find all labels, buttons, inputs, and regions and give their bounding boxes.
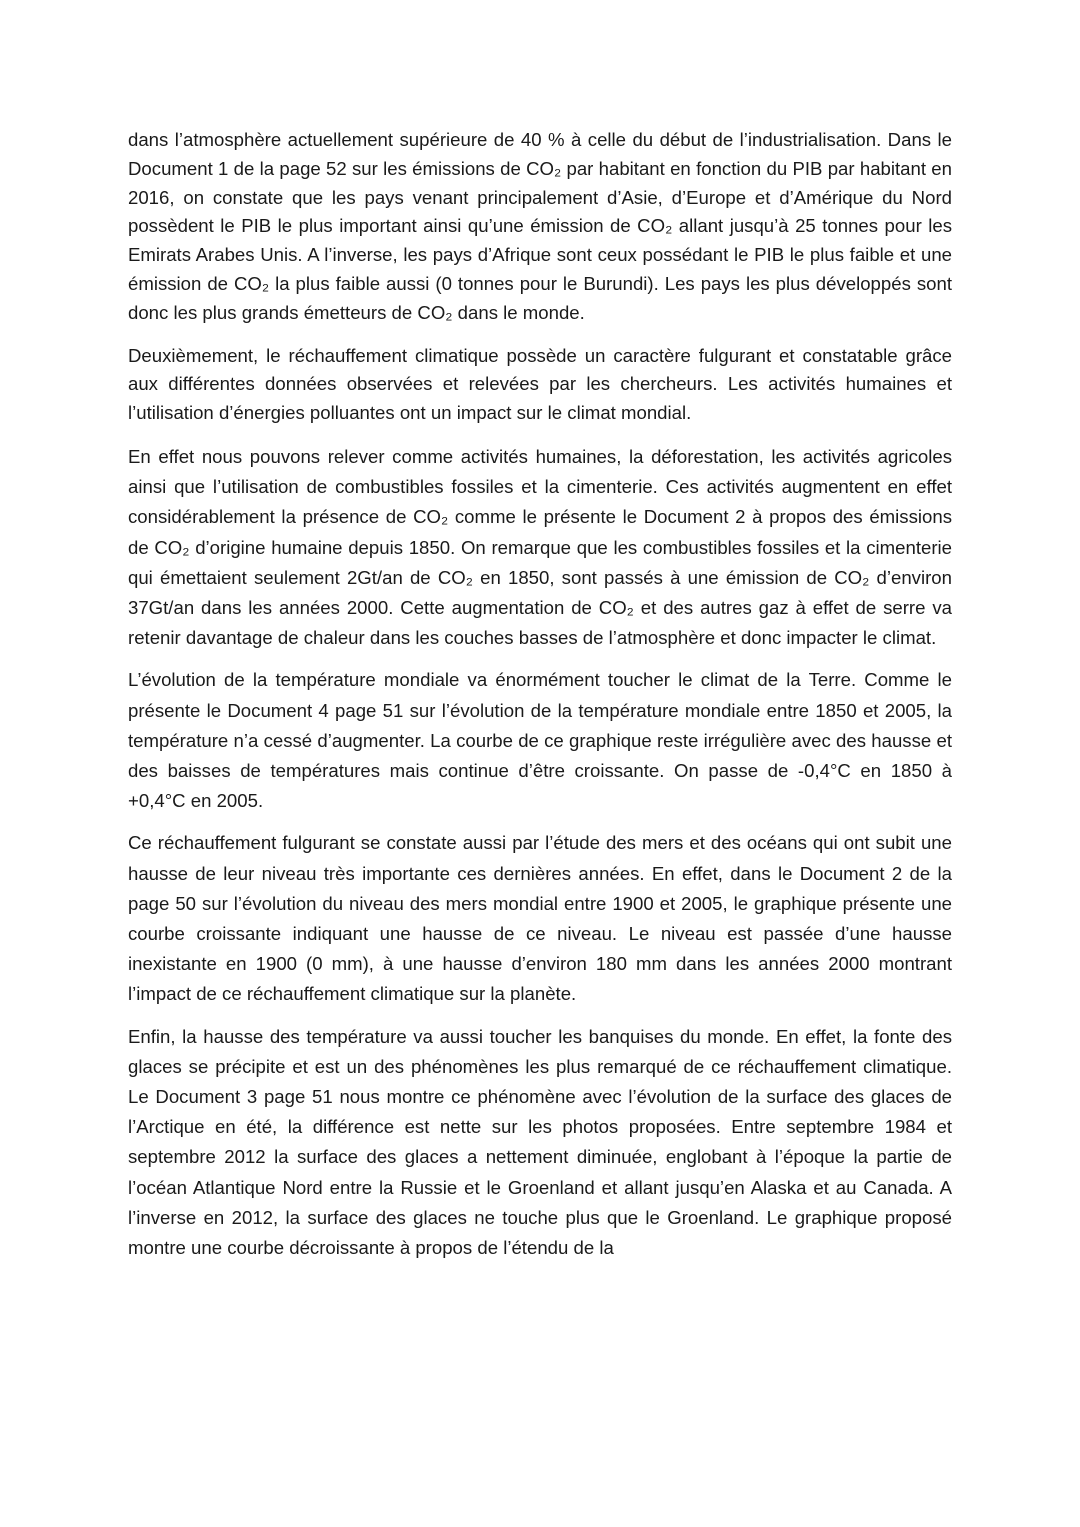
paragraph-deuxiemement: Deuxièmement, le réchauffement climatique possède un caractère fulgurant et constatable grâce aux différentes données observées et relevées par les chercheurs. Les activités humaines et l’utilisation d’énergies polluantes ont un impact sur le climat mondial.: [128, 344, 952, 424]
document-page: [128, 126, 952, 1275]
paragraph-activites-humaines: En effet nous pouvons relever comme activités humaines, la déforestation, les activités agricoles ainsi que l’utilisation de combustibles fossiles et la cimenterie. Ces activités augmentent en effet considérablement la présence de CO₂ comme le présente le Document 2 à propos des émissions de CO₂ d’origine humaine depuis 1850. On remarque que les combustibles fossiles et la cimenterie qui émettaient seulement 2Gt/an de CO₂ en 1850, sont passés à une émission de CO₂ d’environ 37Gt/an dans les années 2000. Cette augmentation de CO₂ et des autres gaz à effet de serre va retenir davantage de chaleur dans les couches basses de l’atmosphère et donc impacter le climat.: [128, 445, 952, 649]
paragraph-temperature-mondiale: L’évolution de la température mondiale va énormément toucher le climat de la Terre. Comme le présente le Document 4 page 51 sur l’évolution de la température mondiale entre 1850 et 2005, la température n’a cessé d’augmenter. La courbe de ce graphique reste irrégulière avec des hausse et des baisses de températures mais continue d’être croissante. On passe de -0,4°C en 1850 à +0,4°C en 2005.: [128, 669, 952, 812]
paragraph-co2-emissions: dans l’atmosphère actuellement supérieure de 40 % à celle du début de l’industrialisation. Dans le Document 1 de la page 52 sur les émissions de CO₂ par habitant en fonction du PIB par habitant en 2016, on constate que les pays venant principalement d’Asie, d’Europe et d’Amérique du Nord possèdent le PIB le plus important ainsi qu’une émission de CO₂ allant jusqu’à 25 tonnes pour les Emirats Arabes Unis. A l’inverse, les pays d’Afrique sont ceux possédant le PIB le plus faible et une émission de CO₂ la plus faible aussi (0 tonnes pour le Burundi). Les pays les plus développés sont donc les plus grands émetteurs de CO₂ dans le monde.: [128, 129, 952, 323]
paragraph-niveau-des-mers: Ce réchauffement fulgurant se constate aussi par l’étude des mers et des océans qui ont subit une hausse de leur niveau très importante ces dernières années. En effet, dans le Document 2 de la page 50 sur l’évolution du niveau des mers mondial entre 1900 et 2005, le graphique présente une courbe croissante indiquant une hausse de ce niveau. Le niveau est passée d’une hausse inexistante en 1900 (0 mm), à une hausse d’environ 180 mm dans les années 2000 montrant l’impact de ce réchauffement climatique sur la planète.: [128, 832, 952, 1005]
paragraph-banquises: Enfin, la hausse des température va aussi toucher les banquises du monde. En effet, la fonte des glaces se précipite et est un des phénomènes les plus remarqué de ce réchauffement climatique. Le Document 3 page 51 nous montre ce phénomène avec l’évolution de la surface des glaces de l’Arctique en été, la différence est nette sur les photos proposées. Entre septembre 1984 et septembre 2012 la surface des glaces a nettement diminuée, englobant à l’époque la partie de l’océan Atlantique Nord entre la Russie et le Groenland et allant jusqu’en Alaska et au Canada. A l’inverse en 2012, la surface des glaces ne touche plus que le Groenland. Le graphique proposé montre une courbe décroissante à propos de l’étendu de la: [128, 1025, 952, 1259]
